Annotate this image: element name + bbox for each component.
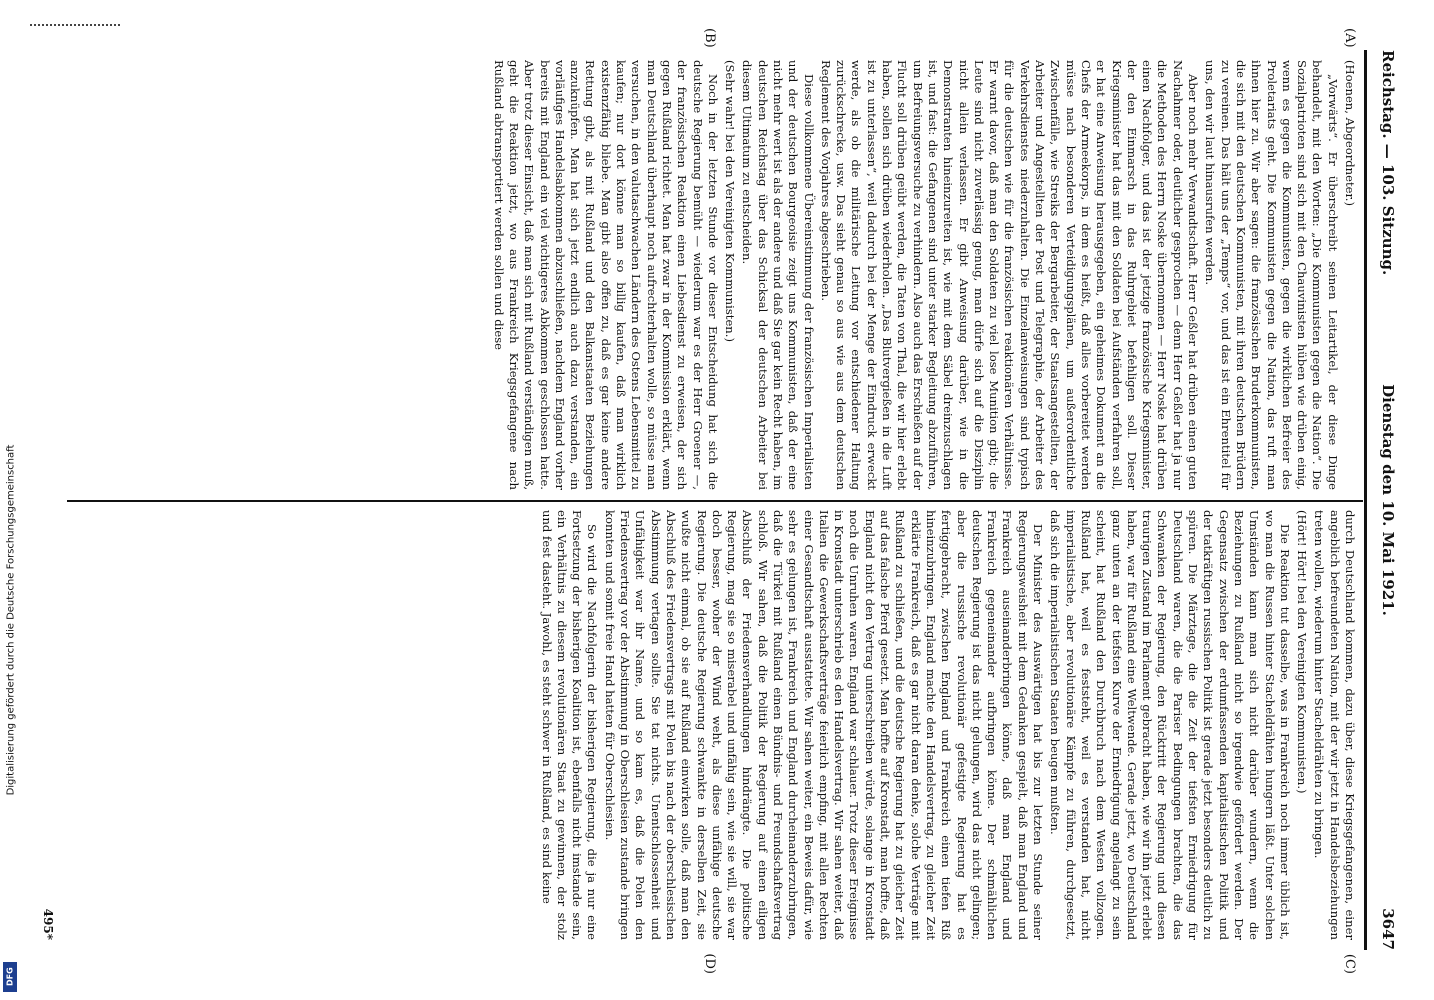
interjection: (Hört! Hört! bei den Vereinigten Kommunisten.) <box>1295 510 1310 794</box>
paragraph: So wird die Nachfolgerin der bisherigen Regierung, die ja nur eine Fortsetzung der bisherigen Koalition ist, ebenfalls nicht imstande sein, ein Verhältnis zu diesem revolutionären Staat zu gewinnen, der stolz und fest dasteht. Jawohl, es steht schwer in Rußland, es sind keine <box>539 510 600 940</box>
page-number: 3647 <box>1379 908 1397 950</box>
right-column <box>77 510 1357 940</box>
header-left: Reichstag. — 103. Sitzung. <box>1379 50 1397 276</box>
paragraph: „Vorwärts“. Er überschreibt seinen Leitartikel, der diese Dinge behandelt, mit den Worten: „Die Kommunisten gegen die Nation“. Die Sozialpatrioten sind sich mit den Chauvinisten hüben wie drüben einig, wenn es gegen die Kommunisten, gegen die wirklichen Befreier des Proletariats geht. Die Kommunisten gegen die Nation, das ruft man ihnen hier zu. Wir aber sagen: die französischen Bruderkommunisten, die sich mit den deutschen Kommunisten, mit ihren deutschen Brüdern zu vereinen. Das hält uns der „Temps“ vor, und das ist ein Ehrentitel für uns, den wir laut hinausrufen werden. <box>1203 60 1340 490</box>
scanner-sidebar <box>0 0 22 1000</box>
dfg-logo-icon: DFG <box>3 962 17 992</box>
interjection: (Sehr wahr! bei den Vereinigten Kommunisten.) <box>723 60 738 342</box>
paragraph: Diese vollkommene Übereinstimmung der französischen Imperialisten und der deutschen Bourgeoisie zeigt uns Kommunisten, daß der eine nicht mehr wert ist als der andere und daß Sie gar kein Recht haben, im deutschen Reichstag über das Schicksal der deutschen Arbeiter bei diesem Ultimatum zu entscheiden. <box>740 60 816 490</box>
page-header <box>1371 50 1397 950</box>
margin-marker-a: (A) <box>1342 28 1357 48</box>
signature-mark: 495* <box>41 908 55 940</box>
header-date: Dienstag den 10. Mai 1921. <box>1379 384 1397 616</box>
paragraph: (Hoenen, Abgeordneter.) <box>1343 60 1357 206</box>
paragraph: Der Minister des Auswärtigen hat bis zur letzten Stunde seiner Regierungsweisheit mit dem Gedanken gespielt, daß man England und Frankreich auseinanderbringen könne, daß man England und Frankreich gegeneinander aufbringen könne. Der schmählichen deutschen Regierung ist das nicht gelungen, wird das nicht gelingen; aber die russische revolutionär gefestigte Regierung hat es fertiggebracht, zwischen England und Frankreich einen tiefen Riß hineinzubringen. England machte den Handelsvertrag, zu gleicher Zeit erklärte Frankreich, daß es gar nicht daran denke, solche Verträge mit Rußland zu schließen, und die deutsche Regierung hat zu gleicher Zeit auf das falsche Pferd gesetzt. Man hoffte auf Kronstadt, man hoffte, daß England nicht den Vertrag unterschreiben würde, solange in Kronstadt noch die Unruhen waren. England war schlauer. Trotz dieser Ereignisse in Kronstadt unterschrieb es den Handelsvertrag. Wir sahen weiter, daß Italien die Gewerkschaftsverträge feierlich empfing, mit allen Rechten einer Gesandtschaft ausstattete. Wir sahen weiter, ein Beweis dafür, wie sehr es gelungen ist, Frankreich und England durcheinanderzubringen, daß die Türkei mit Rußland einen Bündnis- und Freundschaftsvertrag schloß. Wir sahen, daß die Politik der Regierung auf einen eiligen Abschluß der Friedensverhandlungen hindrängte. Die politische Regierung, mag sie so miserabel und unfähig sein, wie sie will, sie war doch besser, woher der Wind weht, als diese unfähige deutsche Regierung. Die deutsche Regierung schwankte in derselben Zeit, sie wußte nicht einmal, ob sie auf Rußland einwirken solle, daß man den Abschluß des Friedensvertrags mit Polen bis nach der oberschlesischen Abstimmung vertagen sollte. Sie tat nichts. Unentschlossenheit und Unfähigkeit war ihr Name, und so kam es, daß die Polen den Friedensvertrag vor der Abstimmung in Oberschlesien zustande bringen konnten und somit freie Hand hatten für Oberschlesien. <box>602 510 1046 940</box>
paragraph: Noch in der letzten Stunde vor dieser Entscheidung hat sich die deutsche Regierung bemüht — wiederum war es der Herr Groener —, der französischen Reaktion einen Liebesdienst zu erweisen, der sich gegen Rußland richtet. Man hat zwar in der Kommission erklärt, wenn man Deutschland überhaupt noch aufrechterhalten wolle, so müsse man versuchen, in den valutaschwachen Ländern des Ostens Lebensmittel zu kaufen; nur dort könne man so billig kaufen, daß man wirklich existenzfähig bliebe. Man gibt also offen zu, daß es gar keine andere Rettung gibt, als mit Rußland und den Balkanstaaten Beziehungen anzuknüpfen. Man hat sich jetzt endlich auch dazu verstanden, ein vorläufiges Handelsabkommen abzuschließen, nachdem England vorher bereits mit England ein viel wichtigeres Abkommen geschlossen hatte. Aber trotz dieser Einsicht, daß man sich mit Rußland verständigen muß, geht die Reaktion jetzt, wo aus Frankreich Kriegsgefangene nach Rußland abtransportiert werden sollen und diese <box>491 60 720 490</box>
document-page <box>27 20 1407 980</box>
margin-marker-b: (B) <box>702 28 717 48</box>
margin-marker-d: (D) <box>702 953 717 974</box>
dfg-credit: Digitalisierung gefördert durch die Deutsche Forschungsgemeinschaft <box>5 444 17 796</box>
paragraph: Aber noch mehr Verwandtschaft. Herr Geßler hat drüben einen guten Nachahmer oder, deutlicher gesprochen — denn Herr Geßler hat ja nur die Methoden des Herrn Noske übernommen — Herr Noske hat drüben einen Nachfolger, und das ist der jetzige französische Kriegsminister, der den Einmarsch in das Ruhrgebiet befehligen soll. Dieser Kriegsminister hat das mit den Soldaten bei Aufständen verfahren soll, er hat eine Anweisung herausgegeben, ein geheimes Dokument an die Chefs der Armeekorps, in dem es heißt, daß alles vorbereitet werden müsse nach besonderen Verteidigungsplänen, um außerordentliche Zwischenfälle, wie Streiks der Bergarbeiter, der Staatsangestellten, der Arbeiter und Angestellten der Post und Telegraphie, der Arbeiter des Verkehrsdienstes niederzuhalten. Die Einzelanweisungen sind typisch für die deutschen wie für die französischen reaktionären Verhältnisse. Er warnt davor, daß man den Soldaten zu viel lose Munition gibt; die Leute sind nicht zuverlässig genug, man dürfe sich auf die Disziplin nicht allein verlassen. Er gibt Anweisung darüber, wie in die Demonstranten hineinzureiten ist, wie mit dem Säbel dreinzuschlagen ist, und fast: die Gefangenen sind unter starker Begleitung abzuführen, um Befreiungsversuche zu verhindern. Also auch das Erschießen auf der Flucht soll drüben geübt werden, die Taten von Thal, die wir hier erlebt haben, sollen sich drüben wiederholen. „Das Blutvergießen in die Luft ist zu unterlassen“, weil dadurch bei der Menge der Eindruck erweckt werde, als ob die militärische Leitung vor entschiedener Haltung zurückschrecke, usw. Das sieht genau so aus wie aus dem deutschen Reglement des Vorjahres abgeschrieben. <box>818 60 1201 490</box>
header-rule <box>1364 50 1367 950</box>
column-divider <box>67 500 1363 502</box>
paragraph: durch Deutschland kommen, dazu über, diese Kriegsgefangenen, einer angeblich befreundeten Nation, mit der wir jetzt in Handelsbeziehungen treten wollen, wiederum hinter Stacheldrähten zu bringen. <box>1312 510 1357 940</box>
margin-marker-c: (C) <box>1342 953 1357 974</box>
left-column <box>77 60 1357 490</box>
paragraph: Die Reaktion tut dasselbe, was in Frankreich noch immer üblich ist, wo man die Russen hinter Stacheldrähten hungern läßt. Unter solchen Umständen kann man sich nicht darüber wundern, wenn die Beziehungen zu Rußland nicht so irgendwie gefördert werden. Der Gegensatz zwischen der erdumfassenden kapitalistischen Politik und der tatkräftigen russischen Politik ist gerade jetzt besonders deutlich zu spüren. Die Märztage, die die Zeit der tiefsten Erniedrigung für Deutschland waren, die die Pariser Bedingungen brachten, die das Schwanken der Regierung, den Rücktritt der Regierung und diesen traurigen Zustand im Parlament gebracht haben, wie wir ihn jetzt erlebt haben, war für Rußland eine Weltwende. Gerade jetzt, wo Deutschland ganz unten an der tiefsten Kurve der Erniedrigung angelangt zu sein scheint, hat Rußland den Durchbruch nach dem Westen vollzogen. Rußland hat, weil es feststeht, weil es verstanden hat, nicht imperialistische, aber revolutionäre Kämpfe zu führen, durchgesetzt, daß sich die imperialistischen Staaten beugen mußten. <box>1048 510 1292 940</box>
